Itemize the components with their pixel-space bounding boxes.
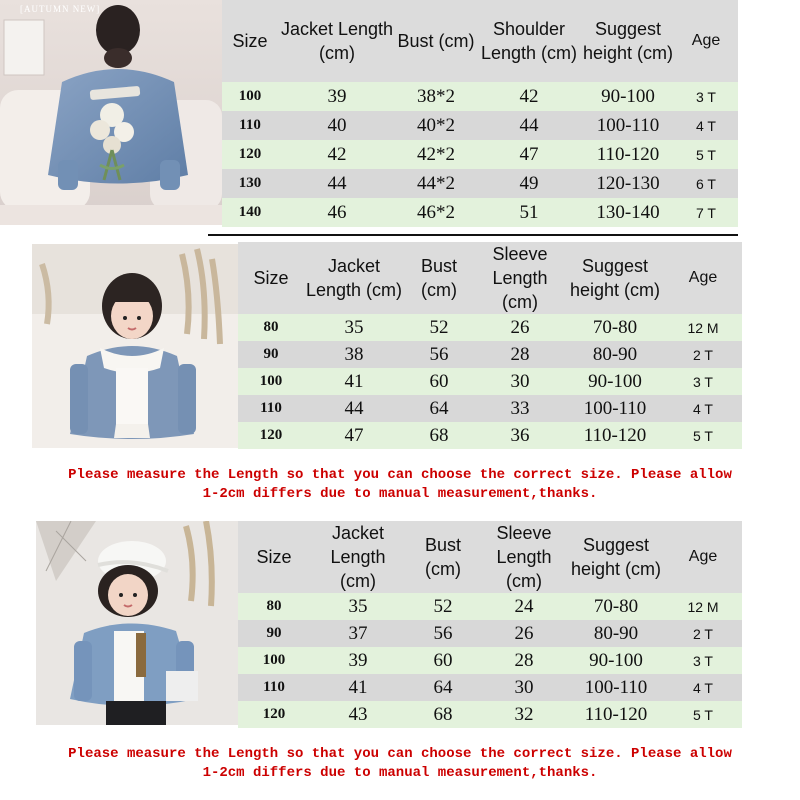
header-jacket-length: Jacket Length (cm) [330,523,386,591]
cell-shoulder-length: 51 [519,201,539,223]
cell-suggest-height: 110-120 [584,703,648,725]
cell-bust: 52 [429,316,449,338]
cell-bust: 42*2 [417,143,455,165]
cell-bust: 38*2 [417,85,455,107]
divider-line [208,234,738,236]
cell-size: 90 [266,625,282,641]
measurement-notice-2 [0,745,800,783]
cell-suggest-height: 80-90 [592,343,638,365]
table-row [238,674,742,701]
cell-size: 130 [238,175,262,191]
cell-shoulder-length: 42 [519,85,539,107]
cell-sleeve-length: 28 [514,649,534,671]
cell-age: 5 T [696,146,716,163]
cell-jacket-length: 47 [344,424,364,446]
cell-bust: 46*2 [417,201,455,223]
cell-sleeve-length: 30 [514,676,534,698]
cell-suggest-height: 110-120 [596,143,660,165]
cell-sleeve-length: 36 [510,424,530,446]
cell-sleeve-length: 32 [514,703,534,725]
cell-bust: 64 [433,676,453,698]
header-size: Size [256,547,292,567]
table-row [238,701,742,728]
measurement-notice-1 [0,466,800,504]
cell-sleeve-length: 26 [510,316,530,338]
cell-suggest-height: 130-140 [596,201,660,223]
cell-size: 140 [238,204,262,220]
cell-suggest-height: 110-120 [583,424,647,446]
cell-bust: 60 [429,370,449,392]
table-row [238,395,742,422]
cell-jacket-length: 39 [348,649,368,671]
notice-line-2: 1-2cm differs due to manual measurement,thanks. [202,765,598,781]
cell-sleeve-length: 33 [510,397,530,419]
cell-suggest-height: 70-80 [593,595,639,617]
cell-age: 2 T [693,346,713,363]
cell-jacket-length: 37 [348,622,368,644]
size-chart-table-3 [238,521,742,727]
cell-size: 120 [259,427,283,443]
cell-shoulder-length: 44 [519,114,539,136]
header-sleeve-length: Sleeve Length (cm) [496,523,552,591]
cell-jacket-length: 41 [348,676,368,698]
cell-size: 90 [263,346,279,362]
cell-jacket-length: 44 [344,397,364,419]
table-row [222,140,738,169]
table-row [238,341,742,368]
cell-age: 3 T [693,652,713,669]
header-bust: Bust (cm) [420,256,458,300]
cell-jacket-length: 38 [344,343,364,365]
cell-jacket-length: 43 [348,703,368,725]
girl-cap-denim-jacket-image [36,521,238,725]
table-row [238,314,742,341]
header-age: Age [688,548,718,565]
cell-age: 3 T [693,373,713,390]
cell-sleeve-length: 30 [510,370,530,392]
cell-age: 5 T [693,706,713,723]
cell-size: 110 [239,117,261,133]
notice-line-1: Please measure the Length so that you can choose the correct size. Please allow [68,467,732,483]
cell-age: 3 T [696,88,716,105]
cell-bust: 56 [433,622,453,644]
cell-bust: 64 [429,397,449,419]
cell-jacket-length: 35 [344,316,364,338]
table-row [222,111,738,140]
product-photo-1 [0,0,222,225]
cell-age: 6 T [696,175,716,192]
table-row [238,368,742,395]
header-suggest-height: Suggest height (cm) [570,535,662,579]
cell-suggest-height: 80-90 [593,622,639,644]
header-shoulder-length: Shoulder Length (cm) [480,19,578,63]
notice-line-2: 1-2cm differs due to manual measurement,thanks. [202,486,598,502]
cell-size: 80 [266,598,282,614]
cell-age: 5 T [693,427,713,444]
notice-line-1: Please measure the Length so that you can choose the correct size. Please allow [68,746,732,762]
girl-lace-collar-jacket-image [32,244,238,448]
product-photo-3 [36,521,238,725]
cell-size: 110 [260,400,282,416]
cell-size: 120 [262,706,286,722]
cell-age: 4 T [693,679,713,696]
table-row [222,82,738,111]
header-sleeve-length: Sleeve Length (cm) [492,244,548,312]
table-row [222,198,738,227]
header-size: Size [232,31,268,51]
cell-jacket-length: 41 [344,370,364,392]
table-row [238,593,742,620]
cell-suggest-height: 100-110 [596,114,660,136]
cell-suggest-height: 70-80 [592,316,638,338]
cell-age: 2 T [693,625,713,642]
cell-size: 80 [263,319,279,335]
product-photo-2 [32,244,238,448]
cell-suggest-height: 90-100 [588,370,642,392]
cell-age: 7 T [696,204,716,221]
header-suggest-height: Suggest height (cm) [582,19,674,63]
cell-jacket-length: 42 [327,143,347,165]
table-row [238,422,742,449]
header-bust: Bust (cm) [424,535,462,579]
header-jacket-length: Jacket Length (cm) [280,19,394,63]
cell-age: 12 M [687,598,719,615]
cell-bust: 56 [429,343,449,365]
cell-suggest-height: 100-110 [584,676,648,698]
header-size: Size [253,268,289,288]
cell-sleeve-length: 26 [514,622,534,644]
cell-sleeve-length: 24 [514,595,534,617]
size-chart-table-1 [222,0,738,228]
cell-bust: 60 [433,649,453,671]
cell-age: 12 M [687,319,719,336]
cell-bust: 68 [429,424,449,446]
cell-bust: 68 [433,703,453,725]
cell-jacket-length: 35 [348,595,368,617]
cell-bust: 44*2 [417,172,455,194]
table-header [238,521,742,593]
cell-suggest-height: 90-100 [589,649,643,671]
cell-size: 100 [259,373,283,389]
header-age: Age [691,32,721,49]
table-row [238,620,742,647]
cell-sleeve-length: 28 [510,343,530,365]
table-row [238,647,742,674]
photo-watermark: [AUTUMN NEW] [20,4,101,14]
cell-bust: 52 [433,595,453,617]
cell-size: 100 [238,88,262,104]
cell-size: 100 [262,652,286,668]
table-header [222,0,738,82]
cell-jacket-length: 44 [327,172,347,194]
header-jacket-length: Jacket Length (cm) [305,256,403,300]
cell-age: 4 T [696,117,716,134]
cell-jacket-length: 39 [327,85,347,107]
cell-jacket-length: 40 [327,114,347,136]
cell-age: 4 T [693,400,713,417]
header-age: Age [688,269,718,286]
cell-size: 120 [238,146,262,162]
header-bust: Bust (cm) [397,31,475,51]
girl-denim-jacket-back-image [0,0,222,225]
cell-suggest-height: 100-110 [583,397,647,419]
cell-bust: 40*2 [417,114,455,136]
cell-size: 110 [263,679,285,695]
cell-shoulder-length: 47 [519,143,539,165]
size-chart-table-2 [238,242,742,448]
cell-jacket-length: 46 [327,201,347,223]
table-row [222,169,738,198]
header-suggest-height: Suggest height (cm) [569,256,661,300]
table-header [238,242,742,314]
cell-suggest-height: 120-130 [596,172,660,194]
cell-shoulder-length: 49 [519,172,539,194]
cell-suggest-height: 90-100 [601,85,655,107]
